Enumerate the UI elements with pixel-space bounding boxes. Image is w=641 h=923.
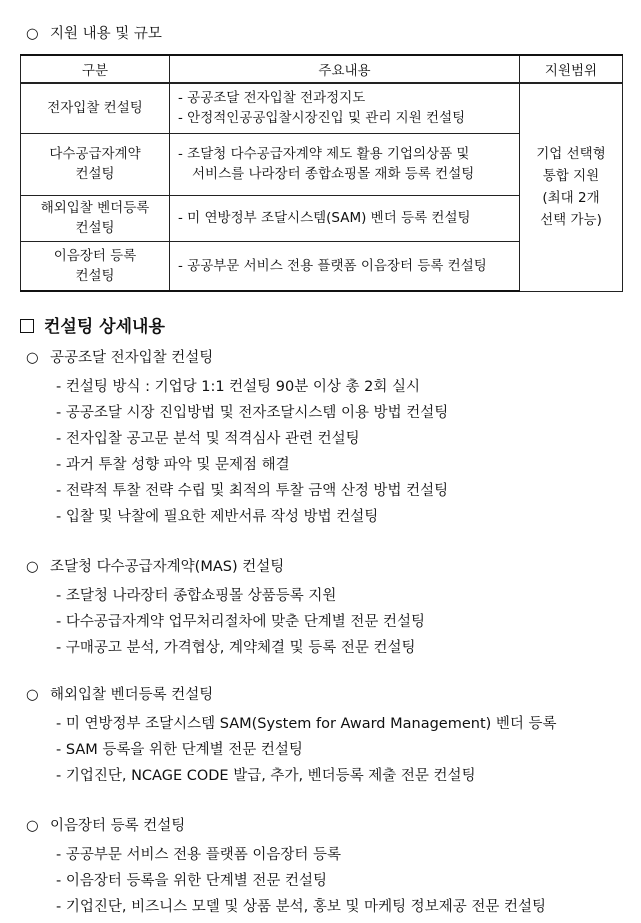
detail-title bbox=[20, 316, 165, 338]
circle-bullet-icon: ○ bbox=[26, 559, 39, 575]
list-item: - 이음장터 등록을 위한 단계별 전문 컨설팅 bbox=[56, 873, 328, 889]
list-item: - 구매공고 분석, 가격협상, 계약체결 및 등록 전문 컨설팅 bbox=[56, 640, 416, 656]
detail-section-heading: ○ 해외입찰 벤더등록 컨설팅 bbox=[26, 687, 214, 703]
row-content: - 공공조달 전자입찰 전과정지도 - 안정적인공공입찰시장진입 및 관리 지원 컨설팅 bbox=[170, 83, 520, 133]
list-item: - 조달청 나라장터 종합쇼핑몰 상품등록 지원 bbox=[56, 588, 337, 604]
detail-section bbox=[26, 557, 626, 661]
list-item: - 입찰 및 낙찰에 필요한 제반서류 작성 방법 컨설팅 bbox=[56, 509, 379, 525]
row-content: - 조달청 다수공급자계약 제도 활용 기업의상품 및 서비스를 나라장터 종합쇼핑몰 재화 등록 컨설팅 bbox=[170, 133, 520, 195]
row-category: 이음장터 등록 컨설팅 bbox=[21, 241, 170, 291]
list-item: - 기업진단, 비즈니스 모델 및 상품 분석, 홍보 및 마케팅 정보제공 전문 컨설팅 bbox=[56, 899, 546, 915]
circle-bullet-icon: ○ bbox=[26, 818, 39, 834]
detail-section-heading: ○ 조달청 다수공급자계약(MAS) 컨설팅 bbox=[26, 559, 285, 575]
detail-section bbox=[26, 816, 626, 920]
list-item: - 전자입찰 공고문 분석 및 적격심사 관련 컨설팅 bbox=[56, 431, 360, 447]
row-category: 다수공급자계약 컨설팅 bbox=[21, 133, 170, 195]
header-category: 구분 bbox=[21, 55, 170, 83]
detail-item-list bbox=[26, 711, 626, 789]
detail-title-text: 컨설팅 상세내용 bbox=[44, 317, 165, 337]
detail-section-heading: ○ 이음장터 등록 컨설팅 bbox=[26, 818, 186, 834]
row-content: - 공공부문 서비스 전용 플랫폼 이음장터 등록 컨설팅 bbox=[170, 241, 520, 291]
list-item: - 기업진단, NCAGE CODE 발급, 추가, 벤더등록 제출 전문 컨설팅 bbox=[56, 768, 476, 784]
list-item: - 전략적 투찰 전략 수립 및 최적의 투찰 금액 산정 방법 컨설팅 bbox=[56, 483, 449, 499]
support-table bbox=[20, 54, 623, 292]
circle-bullet-icon: ○ bbox=[26, 26, 39, 42]
list-item: - 과거 투찰 성향 파악 및 문제점 해결 bbox=[56, 457, 290, 473]
list-item: - 미 연방정부 조달시스템 SAM(System for Award Management) 벤더 등록 bbox=[56, 716, 557, 732]
table-header-row bbox=[21, 55, 623, 83]
detail-item-list bbox=[26, 842, 626, 920]
row-category: 전자입찰 컨설팅 bbox=[21, 83, 170, 133]
list-item: - 공공조달 시장 진입방법 및 전자조달시스템 이용 방법 컨설팅 bbox=[56, 405, 449, 421]
detail-section-heading: ○ 공공조달 전자입찰 컨설팅 bbox=[26, 350, 214, 366]
header-content: 주요내용 bbox=[170, 55, 520, 83]
circle-bullet-icon: ○ bbox=[26, 687, 39, 703]
row-category: 해외입찰 벤더등록 컨설팅 bbox=[21, 195, 170, 241]
support-heading-text: 지원 내용 및 규모 bbox=[50, 26, 162, 42]
detail-item-list bbox=[26, 374, 626, 530]
list-item: - SAM 등록을 위한 단계별 전문 컨설팅 bbox=[56, 742, 303, 758]
detail-section bbox=[26, 685, 626, 789]
detail-section bbox=[26, 348, 626, 530]
list-item: - 공공부문 서비스 전용 플랫폼 이음장터 등록 bbox=[56, 847, 342, 863]
list-item: - 컨설팅 방식 : 기업당 1:1 컨설팅 90분 이상 총 2회 실시 bbox=[56, 379, 420, 395]
support-range-cell: 기업 선택형 통합 지원 (최대 2개 선택 가능) bbox=[520, 83, 623, 291]
table-row bbox=[21, 83, 623, 133]
list-item: - 다수공급자계약 업무처리절차에 맞춘 단계별 전문 컨설팅 bbox=[56, 614, 426, 630]
support-heading bbox=[26, 24, 162, 44]
detail-item-list bbox=[26, 583, 626, 661]
square-bullet-icon bbox=[20, 319, 34, 333]
row-content: - 미 연방정부 조달시스템(SAM) 벤더 등록 컨설팅 bbox=[170, 195, 520, 241]
header-range: 지원범위 bbox=[520, 55, 623, 83]
circle-bullet-icon: ○ bbox=[26, 350, 39, 366]
